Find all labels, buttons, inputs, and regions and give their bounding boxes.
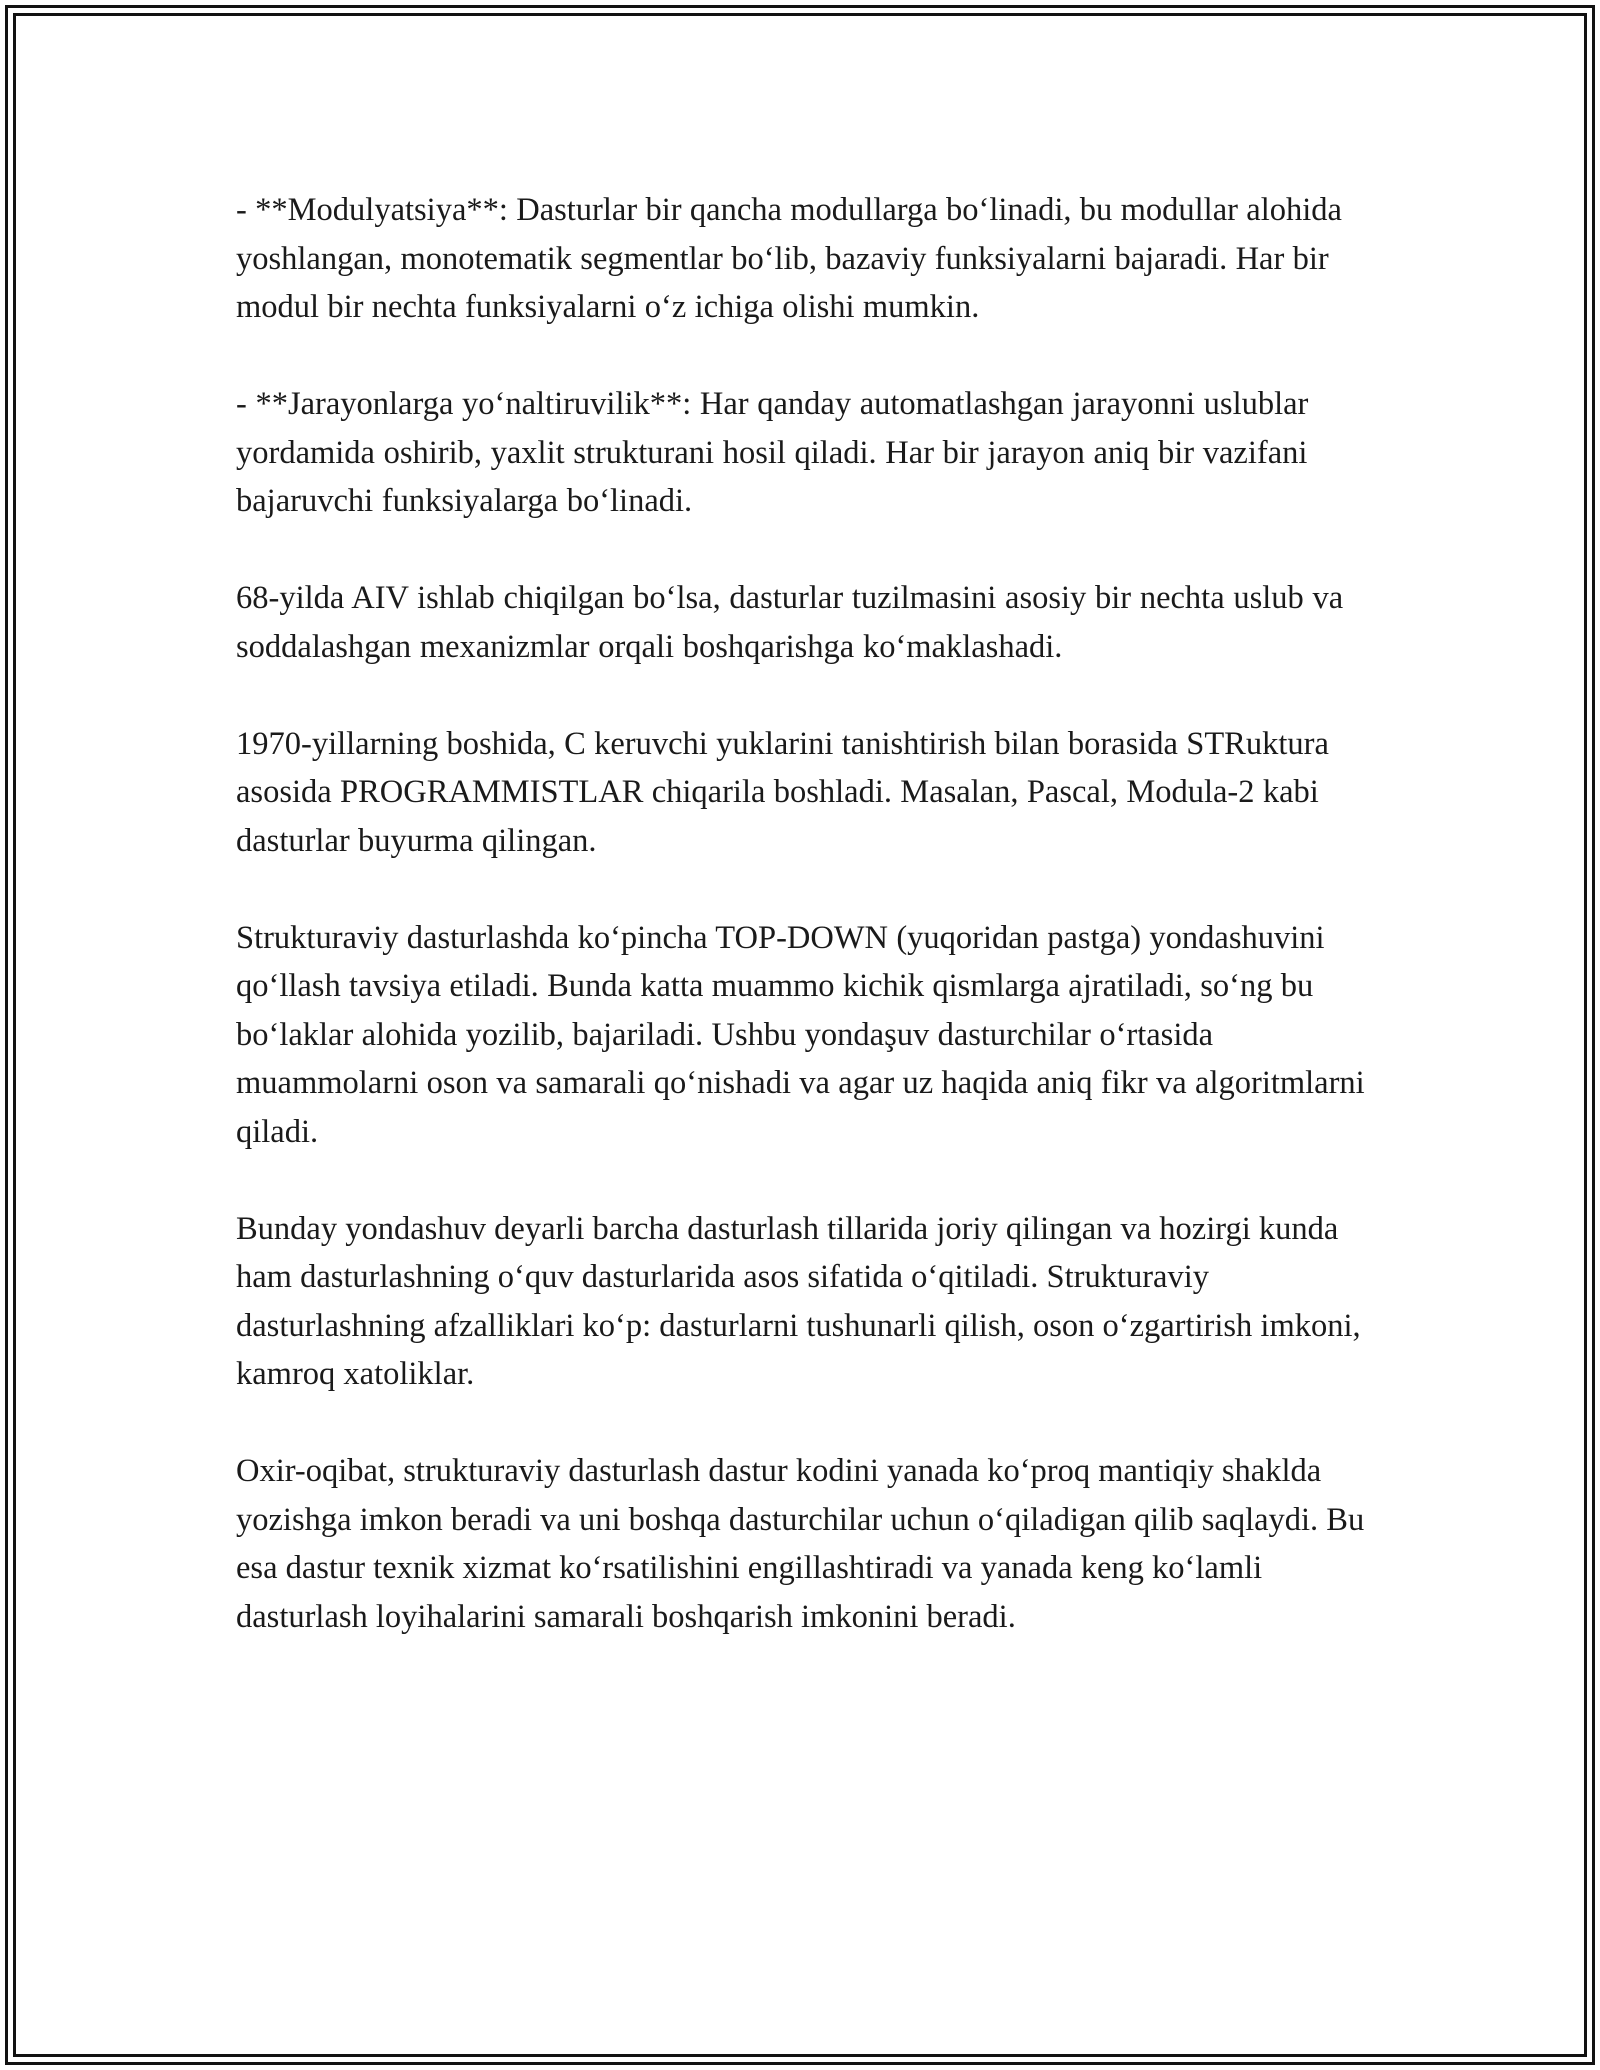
paragraph-1970-years: 1970-yillarning boshida, C keruvchi yuklarini tanishtirish bilan borasida STRuktura asosida PROGRAMMISTLAR chiqarila boshladi. Masalan, Pascal, Modula-2 kabi dasturlar buyurma qilingan. bbox=[236, 725, 1329, 859]
paragraph-top-down: Strukturaviy dasturlashda ko‘pincha TOP-DOWN (yuqoridan pastga) yondashuvini qo‘llash tavsiya etiladi. Bunda katta muammo kichik qismlarga ajratiladi, so‘ng bu bo‘laklar alohida yozilib, bajariladi. Ushbu yondaşuv dasturchilar o‘rtasida muammolarni oson va samarali qo‘nishadi va agar uz haqida aniq fikr va algoritmlarni qiladi. bbox=[236, 919, 1365, 1150]
paragraph-approach-usage: Bunday yondashuv deyarli barcha dasturlash tillarida joriy qilingan va hozirgi kunda ham dasturlashning o‘quv dasturlarida asos sifatida o‘qitiladi. Strukturaviy dasturlashning afzalliklari ko‘p: dasturlarni tushunarli qilish, oson o‘zgartirish imkoni, kamroq xatoliklar. bbox=[236, 1210, 1361, 1392]
paragraph-conclusion: Oxir-oqibat, strukturaviy dasturlash dastur kodini yanada ko‘proq mantiqiy shaklda yozishga imkon beradi va uni boshqa dasturchilar uchun o‘qiladigan qilib saqlaydi. Bu esa dastur texnik xizmat ko‘rsatilishini engillashtiradi va yanada keng ko‘lamli dasturlash loyihalarini samarali boshqarish imkonini beradi. bbox=[236, 1453, 1365, 1635]
paragraph-aiv-history: 68-yilda AIV ishlab chiqilgan bo‘lsa, dasturlar tuzilmasini asosiy bir nechta uslub va soddalashgan mexanizmlar orqali boshqarishga ko‘maklashadi. bbox=[236, 580, 1344, 665]
document-body bbox=[236, 186, 1396, 1641]
paragraph-modulyatsiya: - **Modulyatsiya**: Dasturlar bir qancha modullarga bo‘linadi, bu modullar alohida yoshlangan, monotematik segmentlar bo‘lib, bazaviy funksiyalarni bajaradi. Har bir modul bir nechta funksiyalarni o‘z ichiga olishi mumkin. bbox=[236, 192, 1342, 325]
paragraph-jarayonlarga: - **Jarayonlarga yo‘naltiruvilik**: Har qanday automatlashgan jarayonni uslublar yordamida oshirib, yaxlit strukturani hosil qiladi. Har bir jarayon aniq bir vazifani bajaruvchi funksiyalarga bo‘linadi. bbox=[236, 386, 1309, 519]
